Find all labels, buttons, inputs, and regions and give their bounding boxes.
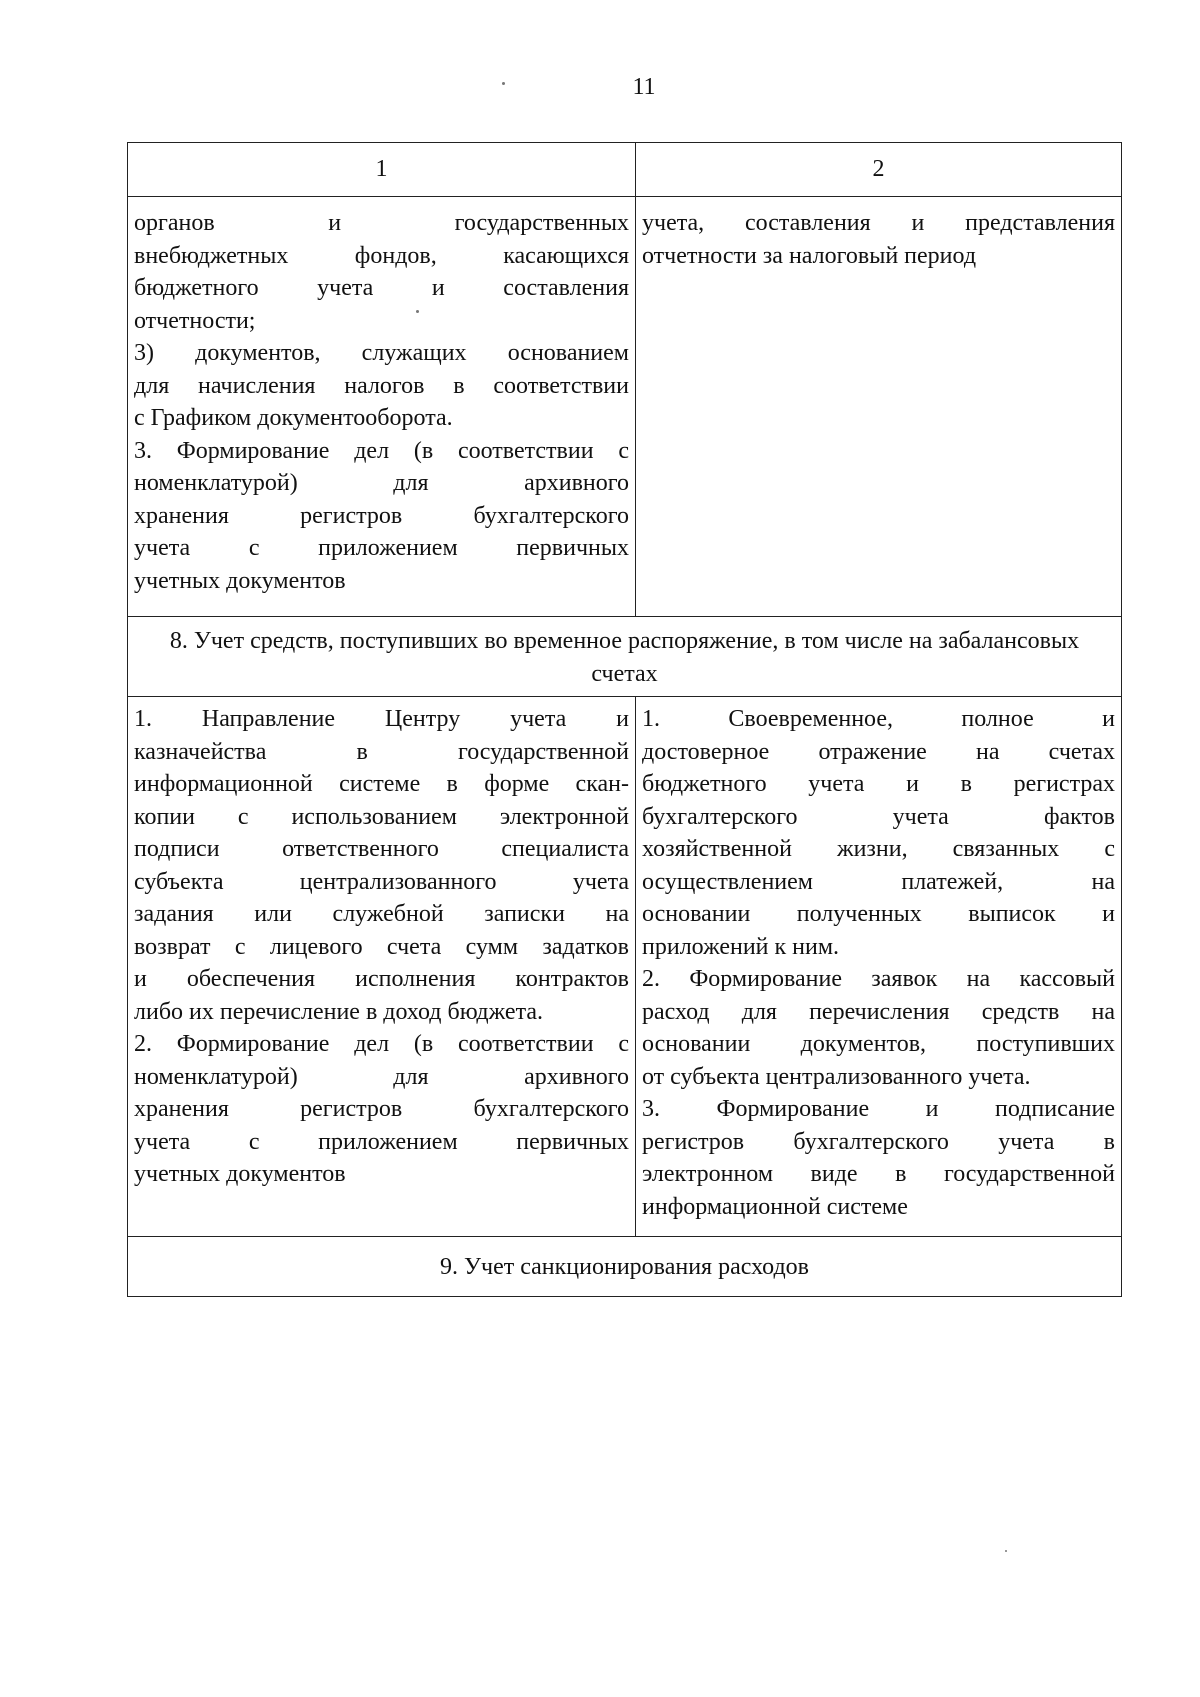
text-line: 3. Формирование и подписание [642, 1096, 1115, 1122]
section-row [128, 617, 1122, 697]
document-table [127, 142, 1122, 1297]
row1-col1-cell [128, 197, 636, 617]
text-line: основании полученных выписок и [642, 901, 1115, 927]
row2-col2-cell [636, 697, 1122, 1237]
text-line: отчетности; [134, 307, 256, 334]
text-line: 2. Формирование дел (в соответствии с [134, 1031, 629, 1057]
text-line: казначейства в государственной [134, 738, 629, 765]
text-line: для начисления налогов в соответствии [134, 372, 629, 399]
table-row [128, 697, 1122, 1237]
section-8-title: 8. Учет средств, поступивших во временное распоряжение, в том числе на забалансовых счетах [128, 617, 1122, 697]
text-line: внебюджетных фондов, касающихся [134, 242, 629, 269]
page-number: 11 [632, 74, 656, 100]
scan-speck [502, 82, 505, 85]
text-line: хранения регистров бухгалтерского [134, 502, 629, 529]
text-line: 2. Формирование заявок на кассовый [642, 966, 1115, 992]
text-line: субъекта централизованного учета [134, 868, 629, 895]
text-line: бухгалтерского учета фактов [642, 803, 1115, 830]
text-line: информационной системе [642, 1193, 908, 1220]
text-line: учетных документов [134, 567, 346, 594]
text-line: достоверное отражение на счетах [642, 738, 1115, 765]
text-line: и обеспечения исполнения контрактов [134, 966, 629, 992]
text-line: подписи ответственного специалиста [134, 836, 629, 862]
text-line: учетных документов [134, 1161, 346, 1187]
text-line: хранения регистров бухгалтерского [134, 1096, 629, 1122]
text-line: 3) документов, служащих основанием [134, 340, 629, 366]
text-line: возврат с лицевого счета сумм задатков [134, 933, 629, 960]
text-line: номенклатурой) для архивного [134, 470, 629, 496]
text-line: копии с использованием электронной [134, 803, 629, 830]
text-line: регистров бухгалтерского учета в [642, 1128, 1115, 1155]
column-header-1: 1 [128, 143, 636, 197]
row2-col1-cell [128, 697, 636, 1237]
column-header-2: 2 [636, 143, 1122, 197]
text-line: номенклатурой) для архивного [134, 1063, 629, 1090]
text-line: осуществлением платежей, на [642, 868, 1115, 895]
scan-speck [416, 310, 419, 313]
text-line: приложений к ним. [642, 933, 840, 960]
text-line: 3. Формирование дел (в соответствии с [134, 437, 629, 464]
section-row [128, 1237, 1122, 1297]
text-line: либо их перечисление в доход бюджета. [134, 998, 543, 1025]
text-line: 1. Направление Центру учета и [134, 706, 629, 732]
text-line: отчетности за налоговый период [642, 242, 977, 269]
text-line: 1. Своевременное, полное и [642, 706, 1115, 732]
text-line: учета с приложением первичных [134, 535, 629, 561]
text-line: хозяйственной жизни, связанных с [642, 836, 1115, 862]
text-line: учета, составления и представления [642, 210, 1115, 236]
text-line: бюджетного учета и в регистрах [642, 771, 1115, 797]
text-line: расход для перечисления средств на [642, 998, 1115, 1025]
text-line: от субъекта централизованного учета. [642, 1063, 1031, 1090]
text-line: органов и государственных [134, 210, 629, 236]
section-9-title: 9. Учет санкционирования расходов [128, 1237, 1122, 1297]
text-line: информационной системе в форме скан- [134, 771, 629, 797]
table-row [128, 197, 1122, 617]
scan-speck [1005, 1550, 1007, 1552]
text-line: задания или служебной записки на [134, 901, 629, 927]
table-header-row [128, 143, 1122, 197]
text-line: учета с приложением первичных [134, 1128, 629, 1155]
text-line: бюджетного учета и составления [134, 275, 629, 301]
text-line: электронном виде в государственной [642, 1161, 1115, 1187]
text-line: основании документов, поступивших [642, 1031, 1115, 1057]
text-line: с Графиком документооборота. [134, 405, 453, 431]
row1-col2-cell [636, 197, 1122, 617]
